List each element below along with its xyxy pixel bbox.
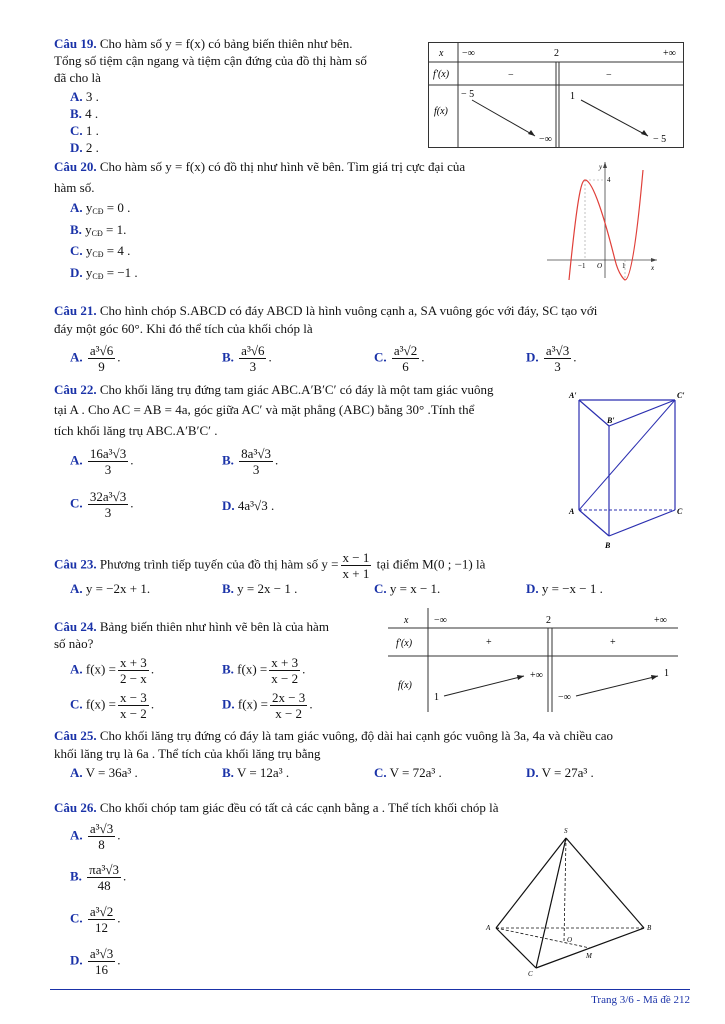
q24-x-2: 2 [546,615,551,626]
q24-x-label: x [404,615,409,626]
q26-label-b: B [647,924,652,932]
q22-prism-figure [565,386,690,551]
q24-option-d[interactable]: D. f(x) = $\frac{2x - 3}{x - 2}$ . [222,690,313,721]
q24-x-pos-inf: +∞ [654,615,667,626]
q26-label-s: S [564,827,568,835]
q23-option-b[interactable]: B. y = 2x − 1 . [222,581,298,596]
q22-option-d[interactable]: D. 4a³√3 . [222,498,275,513]
q19-x-pos-inf: +∞ [663,48,676,59]
q20-tick-4: 4 [607,176,611,184]
q24-f-val-4: 1 [664,668,669,679]
q21-option-d[interactable]: D. $\frac{\text{a³√3}}{3}$ . [526,343,577,374]
q22-label-b1: B′ [607,416,615,425]
q22-label-c1: C′ [677,391,685,400]
q24-fp-sign-1: + [486,637,492,648]
q22-label-a: A [569,507,575,516]
q19-line3: đã cho là [54,70,101,85]
q24-f-val-2: +∞ [530,670,543,681]
q26-option-d[interactable]: D. $\frac{\text{a³√3}}{16}$ . [70,946,121,977]
q20-option-d[interactable]: D. $y_{CĐ} = -1$ . [70,265,138,281]
q25-line1: Câu 25. Cho khối lăng trụ đứng có đáy là tam giác vuông, độ dài hai cạnh góc vuông là 3a, 4a và chiều cao [54,728,614,743]
q24-option-c[interactable]: C. f(x) = $\frac{x - 3}{x - 2}$ . [70,690,155,721]
q22-line2: tại A . Cho AC = AB = 4a, góc giữa AC′ và mặt phẳng (ABC) bằng 30° .Tính thể [54,402,475,417]
q24-option-a[interactable]: A. f(x) = $\frac{x + 3}{2 - x}$ . [70,655,155,686]
q24-x-neg-inf: −∞ [434,615,447,626]
q26-label-m: M [586,952,592,960]
q20-x-axis-label: x [651,264,655,272]
q20-origin: O [597,262,603,270]
q20-tick-1: 1 [622,262,626,270]
q24-option-b[interactable]: B. f(x) = $\frac{x + 3}{x - 2}$ . [222,655,306,686]
q25-line2: khối lăng trụ là 6a . Thể tích của khối lăng trụ bằng [54,746,321,761]
q24-f-val-3: −∞ [558,692,571,703]
q21-option-c[interactable]: C. $\frac{\text{a³√2}}{6}$ . [374,343,425,374]
q21-option-b[interactable]: B. $\frac{\text{a³√6}}{3}$ . [222,343,272,374]
q22-label-c: C [677,507,683,516]
page-footer [50,989,690,1006]
q26-label-a: A [486,924,491,932]
q24-fp-sign-2: + [610,637,616,648]
q19-line2: Tổng số tiệm cận ngang và tiệm cận đứng của đồ thị hàm số [54,53,367,68]
q25-option-d[interactable]: D. V = 27a³ . [526,765,594,780]
q21-line1: Câu 21. Cho hình chóp S.ABCD có đáy ABCD là hình vuông cạnh a, SA vuông góc với đáy, SC tạo với [54,303,598,318]
q23-line1: Câu 23. Phương trình tiếp tuyến của đồ thị hàm số y = $\frac{x - 1}{x + 1}$ tại điểm M(0 ; −1) là [54,550,486,581]
q24-f-val-1: 1 [434,692,439,703]
q19-f-val-1: − 5 [461,89,475,100]
q26-option-a[interactable]: A. $\frac{\text{a³√3}}{8}$ . [70,821,121,852]
q22-label-b: B [605,541,611,550]
q19-option-c[interactable]: C. 1 . [70,123,99,138]
q25-option-a[interactable]: A. V = 36a³ . [70,765,138,780]
q19-x-label: x [439,48,444,59]
q19-f-label: f(x) [434,106,448,117]
q26-label-o: O [567,936,573,944]
q25-option-c[interactable]: C. V = 72a³ . [374,765,442,780]
q26-option-b[interactable]: B. $\frac{\text{πa³√3}}{48}$ . [70,862,127,893]
q26-label-c: C [528,970,533,978]
q26-line1: Câu 26. Cho khối chóp tam giác đều có tất cả các cạnh bằng a . Thể tích khối chóp là [54,800,499,815]
q24-f-label: f(x) [398,680,412,691]
q24-fp-label: f′(x) [396,638,413,649]
q22-option-b[interactable]: B. $\frac{\text{8a³√3}}{3}$ . [222,446,279,477]
q22-line3: tích khối lăng trụ ABC.A′B′C′ . [54,423,218,438]
q19-fp-sign-1: − [508,70,514,81]
q20-tick-neg1: −1 [578,262,586,270]
q24-variation-table [388,608,688,712]
q19-variation-table [428,42,684,148]
q21-line2: đáy một góc 60°. Khi đó thể tích của khối chóp là [54,321,313,336]
q22-label-a1: A′ [569,391,577,400]
q19-option-d[interactable]: D. 2 . [70,140,99,155]
q19-f-val-2: −∞ [539,134,552,145]
q19-option-a[interactable]: A. 3 . [70,89,99,104]
q19-x-neg-inf: −∞ [462,48,475,59]
q19-line1: Câu 19. Cho hàm số y = f(x) có bảng biến thiên như bên. [54,36,353,51]
q22-option-c[interactable]: C. $\frac{\text{32a³√3}}{3}$ . [70,489,134,520]
q25-option-b[interactable]: B. V = 12a³ . [222,765,290,780]
q19-fp-sign-2: − [606,70,612,81]
q20-option-b[interactable]: B. $y_{CĐ} = 1$. [70,222,127,238]
q21-option-a[interactable]: A. $\frac{\text{a³√6}}{9}$ . [70,343,121,374]
q20-function-graph [547,160,659,282]
q20-option-a[interactable]: A. $y_{CĐ} = 0$ . [70,200,131,216]
q19-f-val-4: − 5 [653,134,667,145]
q26-option-c[interactable]: C. $\frac{\text{a³√2}}{12}$ . [70,904,121,935]
q19-option-b[interactable]: B. 4 . [70,106,99,121]
q24-line2: số nào? [54,636,94,651]
q19-fp-label: f′(x) [433,69,450,80]
q24-line1: Câu 24. Bảng biến thiên như hình vẽ bên là của hàm [54,619,329,634]
q20-line2: hàm số. [54,180,95,195]
q22-option-a[interactable]: A. $\frac{\text{16a³√3}}{3}$ . [70,446,134,477]
q19-f-val-3: 1 [570,91,575,102]
q26-pyramid-figure [484,824,664,978]
q20-option-c[interactable]: C. $y_{CĐ} = 4$ . [70,243,131,259]
q23-option-c[interactable]: C. y = x − 1. [374,581,441,596]
q19-x-2: 2 [554,48,559,59]
footer-page-number: Trang 3/6 - Mã đề 212 [591,994,690,1006]
q23-option-d[interactable]: D. y = −x − 1 . [526,581,603,596]
q20-y-axis-label: y [599,163,603,171]
q23-option-a[interactable]: A. y = −2x + 1. [70,581,151,596]
q20-line1: Câu 20. Cho hàm số y = f(x) có đồ thị như hình vẽ bên. Tìm giá trị cực đại của [54,159,466,174]
q22-line1: Câu 22. Cho khối lăng trụ đứng tam giác ABC.A′B′C′ có đáy là một tam giác vuông [54,382,494,397]
